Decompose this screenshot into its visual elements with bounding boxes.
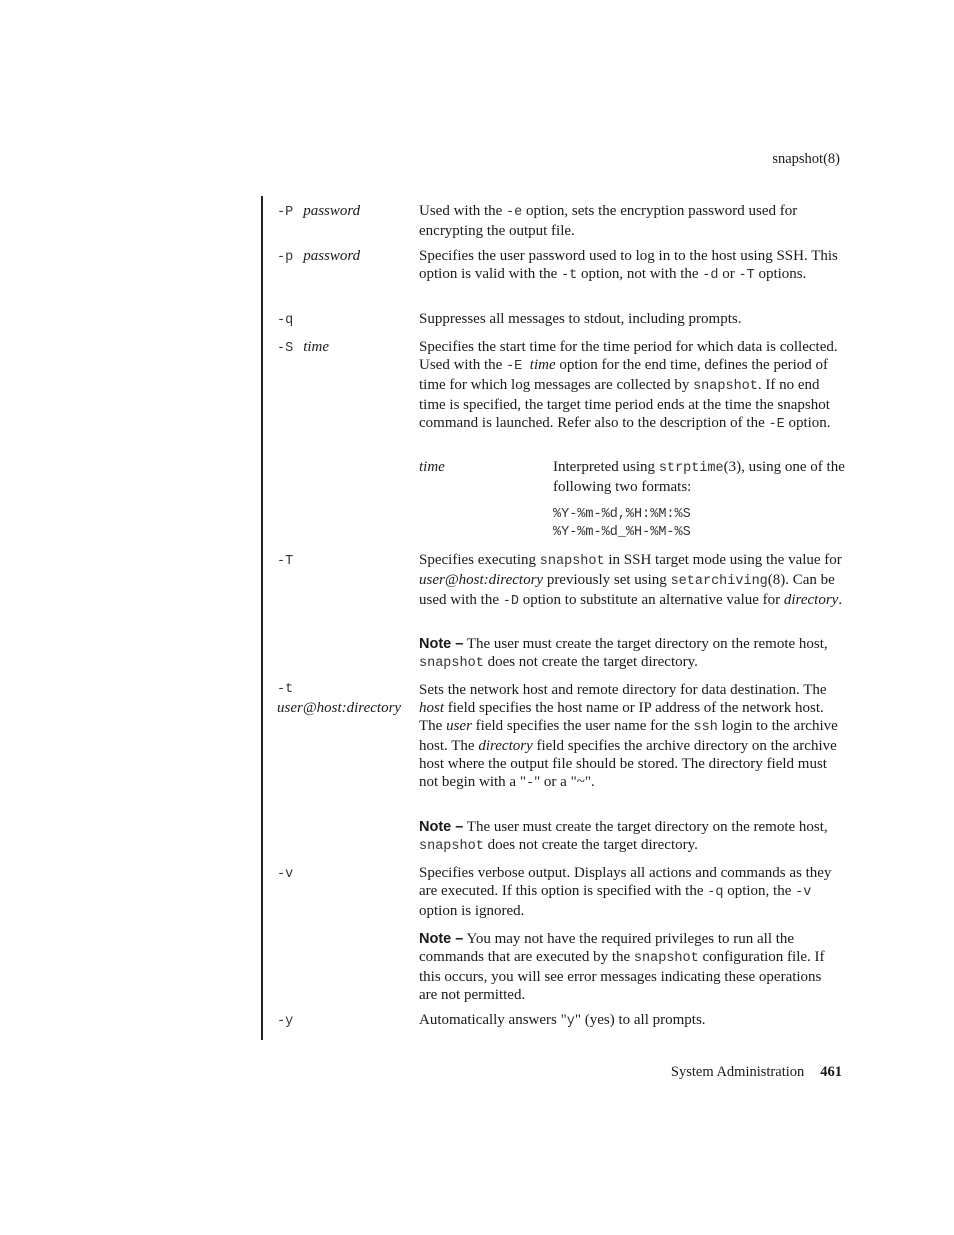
option-flag: -P (277, 205, 294, 220)
code: y (566, 1014, 575, 1029)
text: Specifies executing (419, 552, 540, 568)
option-description (419, 338, 843, 434)
code: snapshot (693, 379, 758, 394)
code: snapshot (419, 656, 484, 671)
option-arg: password (303, 203, 361, 219)
text: (3), using one of the following two formats: (553, 459, 845, 495)
option-arg: time (303, 339, 330, 355)
text: The user must create the target directory on the remote host, (463, 636, 828, 652)
text: configuration file. If this occurs, you will see error messages indicating these operations are not permitted. (419, 949, 825, 1003)
note-label: Note – (419, 931, 464, 947)
option-description (419, 1011, 843, 1031)
text: option, not with the (577, 266, 703, 282)
option-flag: -q (277, 313, 294, 328)
text: field specifies the host name or IP address of the network host. The (419, 700, 824, 734)
italic-term: user@host:directory (419, 572, 544, 588)
option-description (419, 247, 843, 285)
code: strptime (658, 461, 724, 476)
text: options. (754, 266, 807, 282)
text: Specifies the user password used to log in to the host using SSH. This option is valid with the (419, 248, 838, 282)
option-term (277, 338, 417, 358)
option-term (277, 1011, 417, 1031)
footer-section: System Administration (670, 1064, 805, 1080)
change-bar (261, 196, 263, 1040)
text: " or a "~". (534, 774, 595, 790)
italic-term: directory (478, 738, 533, 754)
format-line: %Y-%m-%d,%H:%M:%S (553, 507, 691, 522)
code: -E (506, 359, 523, 374)
option-description (419, 864, 843, 920)
option-description (419, 681, 843, 793)
text: You may not have the required privileges to run all the commands that are executed by the (419, 931, 795, 965)
note (419, 930, 843, 1004)
code: snapshot (539, 554, 605, 569)
page-number: 461 (820, 1064, 842, 1080)
option-description: Suppresses all messages to stdout, including prompts. (419, 311, 742, 327)
note-label: Note – (419, 636, 464, 652)
text: option, the (723, 883, 796, 899)
option-term (277, 681, 417, 717)
text: option for the end time, defines the period of time for which log messages are collected by (419, 357, 829, 393)
text: option. (784, 415, 831, 431)
option-term (277, 202, 417, 222)
text: (8). Can be used with the (419, 572, 835, 608)
text: previously set using (543, 572, 671, 588)
option-flag: -v (277, 867, 294, 882)
text: Automatically answers " (419, 1012, 567, 1028)
italic-term: time (529, 357, 556, 373)
code: snapshot (419, 839, 484, 854)
note (419, 818, 843, 856)
option-term (277, 310, 417, 330)
text: option, sets the encryption password used for encrypting the output file. (419, 203, 798, 239)
option-term (277, 247, 417, 267)
code: - (525, 776, 535, 791)
italic-term: directory (783, 592, 839, 608)
code: snapshot (633, 951, 699, 966)
code: -t (561, 268, 578, 283)
code: -E (768, 417, 785, 432)
code: -D (502, 594, 519, 609)
text: The user must create the target directory on the remote host, (463, 819, 828, 835)
note-label: Note – (419, 819, 464, 835)
option-description (419, 202, 843, 240)
text: in SSH target mode using the value for (604, 552, 842, 568)
option-description (419, 551, 843, 611)
text: Specifies verbose output. Displays all actions and commands as they are executed. If this option is specified with the (419, 865, 832, 899)
italic-term: host (419, 700, 445, 716)
page-footer (671, 1063, 842, 1081)
text: option is ignored. (419, 903, 525, 919)
note (419, 635, 843, 673)
code: -e (506, 205, 523, 220)
code: -v (795, 885, 812, 900)
code: -T (738, 268, 755, 283)
italic-term: user (446, 718, 472, 734)
text: . (838, 592, 843, 608)
option-term (277, 864, 417, 884)
code: setarchiving (670, 574, 768, 589)
text: does not create the target directory. (483, 654, 698, 670)
sub-term: time (419, 459, 445, 475)
running-header: snapshot(8) (772, 151, 840, 167)
code: -d (702, 268, 719, 283)
sub-description (553, 458, 848, 496)
option-flag: -y (277, 1014, 294, 1029)
option-flag: -p (277, 250, 294, 265)
option-arg: user@host:directory (277, 700, 402, 716)
text: Sets the network host and remote directory for data destination. The (419, 682, 827, 698)
code: ssh (693, 720, 718, 735)
text: does not create the target directory. (483, 837, 698, 853)
option-flag: -t (277, 682, 294, 697)
text: or (718, 266, 739, 282)
text: option to substitute an alternative value for (518, 592, 784, 608)
option-term (277, 551, 417, 571)
option-flag: -T (277, 554, 294, 569)
text: Specifies the start time for the time period for which data is collected. Used with the (419, 339, 838, 373)
option-arg: password (303, 248, 361, 264)
text: Interpreted using (553, 459, 659, 475)
text: Used with the (419, 203, 507, 219)
text: . If no end time is specified, the target time period ends at the time the snapshot command is launched. Refer also to the description of the (419, 377, 830, 431)
text: field specifies the user name for the (471, 718, 694, 734)
format-line: %Y-%m-%d_%H-%M-%S (553, 525, 691, 540)
option-flag: -S (277, 341, 294, 356)
text: login to the archive host. The (419, 718, 838, 754)
text: field specifies the archive directory on the archive host where the output file should be stored. The directory field must not begin with a " (419, 738, 837, 790)
text: " (yes) to all prompts. (574, 1012, 706, 1028)
code: -q (707, 885, 724, 900)
